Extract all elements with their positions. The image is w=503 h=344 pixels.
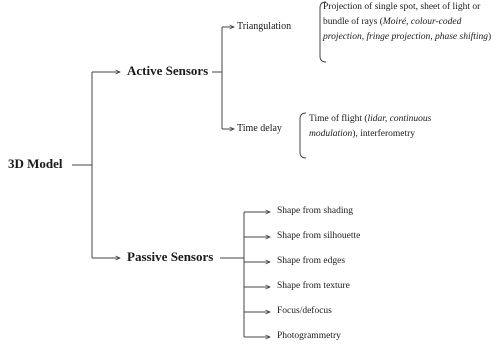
- time-delay-bracket: [300, 113, 306, 158]
- category-passive-sensors: Passive Sensors: [127, 249, 214, 264]
- node-time-delay: Time delay: [237, 123, 282, 134]
- time-delay-desc-part-2: ), interferometry: [352, 129, 416, 139]
- time-delay-description: [309, 112, 479, 142]
- triangulation-desc-part-1: Moiré, colour-coded projection, fringe projection, phase shifting: [323, 17, 489, 42]
- category-active-sensors: Active Sensors: [127, 63, 209, 78]
- triangulation-description: [323, 0, 503, 45]
- passive-item-silhouette: Shape from silhouette: [277, 231, 361, 241]
- passive-item-edges: Shape from edges: [277, 256, 346, 266]
- passive-item-photogrammetry: Photogrammetry: [277, 331, 341, 341]
- triangulation-desc-part-0: Projection of single spot, sheet of light or bundle of rays (: [323, 2, 481, 27]
- passive-item-texture: Shape from texture: [277, 281, 350, 291]
- time-delay-desc-part-1: lidar, continuous modulation: [309, 114, 432, 139]
- time-delay-desc-part-0: Time of flight (: [309, 114, 368, 124]
- passive-item-focus: Focus/defocus: [277, 306, 332, 316]
- node-triangulation: Triangulation: [237, 21, 292, 32]
- triangulation-desc-part-2: ): [488, 32, 492, 42]
- passive-item-shading: Shape from shading: [277, 206, 353, 216]
- root-node: 3D Model: [8, 156, 63, 171]
